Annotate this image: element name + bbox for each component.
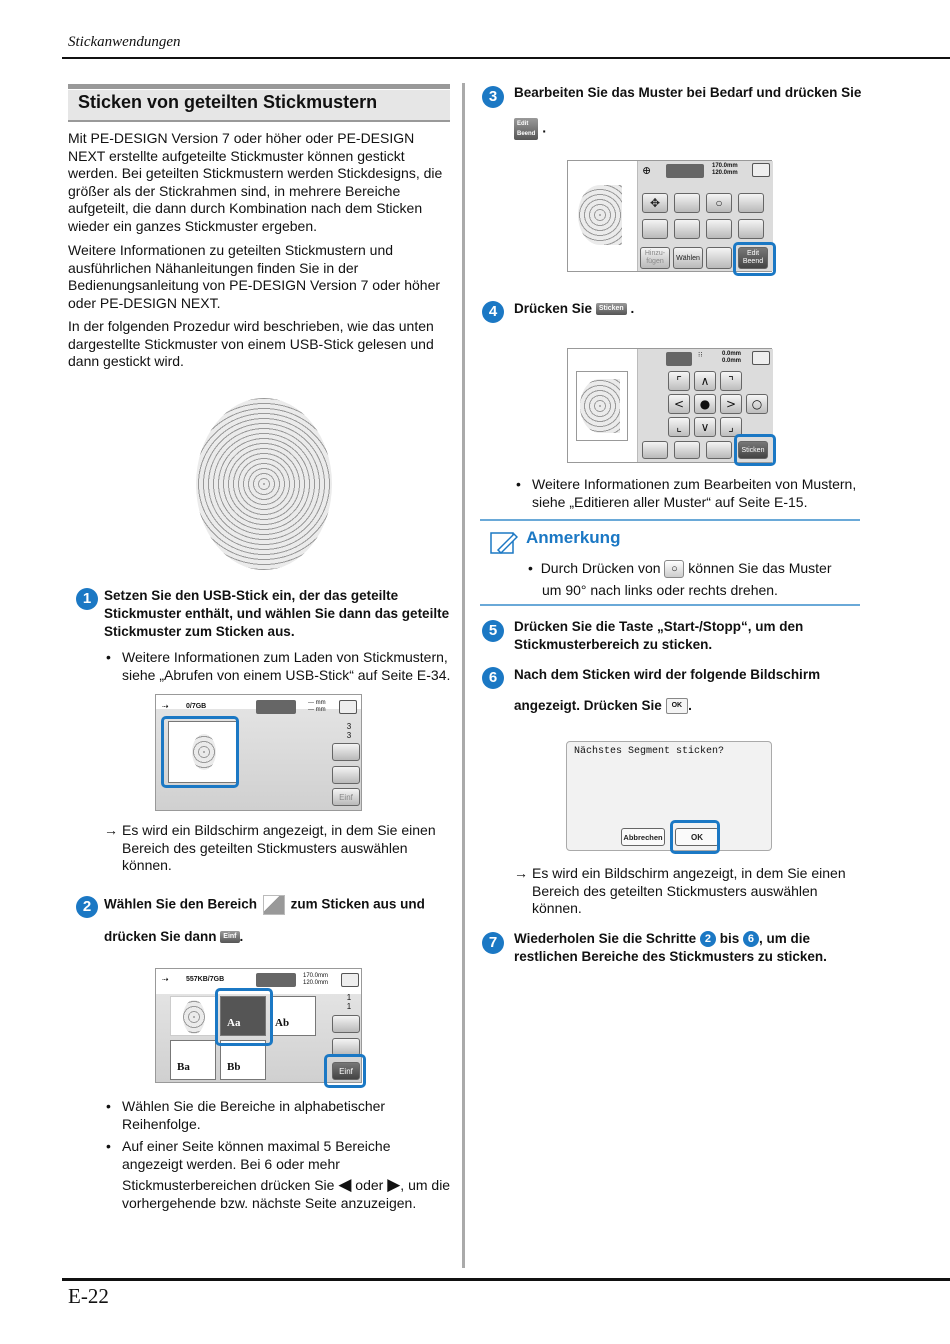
delete-icon-button[interactable] [332, 766, 360, 784]
next-page-icon: ▶ [387, 1175, 401, 1194]
section-title-underline [68, 120, 450, 122]
step-6-text: Nach dem Sticken wird der folgende Bildschirm [514, 667, 821, 682]
page-number: E-22 [68, 1284, 109, 1308]
edit-preview [568, 161, 638, 271]
running-header: Stickanwendungen [68, 34, 181, 50]
waehlen-button[interactable]: Wählen [673, 247, 703, 269]
area-icon [263, 895, 285, 915]
page-counter-2 [342, 993, 356, 1011]
density-button[interactable] [738, 193, 764, 213]
offset-readout: 0.0mm 0.0mm [722, 351, 742, 364]
move-down-button[interactable]: ∨ [694, 417, 716, 437]
move-left-button[interactable]: < [668, 394, 690, 414]
step-2-text-b: zum Sticken aus und [290, 896, 425, 912]
move-right-button[interactable]: > [720, 394, 742, 414]
step-number-4: 4 [482, 301, 504, 323]
sticken-preview-lace [580, 379, 620, 433]
step-2-text-d: . [239, 929, 244, 944]
step-ref-6: 6 [743, 931, 759, 947]
step-5-text: Drücken Sie die Taste „Start-/Stopp“, um den Stickmusterbereich zu sticken. [514, 619, 804, 652]
highlight-tile-aa [215, 988, 273, 1046]
note-pencil-icon [490, 530, 518, 556]
page-counter-top: 3 [346, 722, 352, 731]
note-title: Anmerkung [526, 528, 621, 547]
move-up-left-button[interactable]: ⌜ [668, 371, 690, 391]
step-6-result: → Es wird ein Bildschirm angezeigt, in dem Sie einen Bereich des geteilten Stickmusters auswählen können. [514, 865, 846, 917]
thread-icon-4 [752, 351, 770, 365]
step-1-text: Setzen Sie den USB-Stick ein, der das geteilte Stickmuster enthält, und wählen Sie dann das geteilte Stickmuster zum Sticken aus. [104, 588, 450, 639]
einf-button-2[interactable]: Einf [332, 1062, 360, 1080]
usb-icon-2: ⇢ [162, 975, 169, 984]
step-2-bullet-2-text: Auf einer Seite können maximal 5 Bereiche angezeigt werden. Bei 6 oder mehr [122, 1138, 391, 1172]
frame-icon-3 [666, 164, 704, 178]
note-text-c: um 90° nach links oder rechts drehen. [542, 582, 778, 598]
edit-beend-button[interactable]: Edit Beend [738, 247, 768, 269]
tile-aa-label: Aa [227, 1017, 241, 1029]
page-counter-2-top: 1 [346, 993, 352, 1002]
rotate-icon: ○ [664, 560, 684, 578]
step-3-text-end: . [542, 119, 547, 136]
step-6-result-text: Es wird ein Bildschirm angezeigt, in dem Sie einen Bereich des geteilten Stickmusters auswählen können. [532, 865, 846, 917]
intro-paragraph-1: Mit PE-DESIGN Version 7 oder höher oder PE-DESIGN NEXT erstellte aufgeteilte Stickmuster können gestickt werden. Bei geteilten Stickmustern werden Stickdesigns, die größer als der Stickrahmen sind, in mehrere Bereiche aufgeteilt, die dann durch Kombination nach dem Sticken wieder ein ganzes Stickmuster ergeben. [68, 130, 443, 234]
step-number-7: 7 [482, 932, 504, 954]
border-button[interactable] [674, 219, 700, 239]
section-title: Sticken von geteilten Stickmustern [68, 90, 450, 120]
note-top-rule [480, 519, 860, 521]
tile-ba[interactable] [170, 1040, 216, 1080]
zoom-icon[interactable]: ⊕ [642, 165, 652, 177]
step-2-text-c: drücken Sie dann [104, 929, 217, 944]
rotate-button[interactable]: ○ [706, 193, 732, 213]
array-button[interactable] [706, 219, 732, 239]
step-6-text-2: angezeigt. Drücken Sie [514, 698, 662, 713]
color-button[interactable] [738, 219, 764, 239]
hinzufuegen-button[interactable]: Hinzu- fügen [640, 247, 670, 269]
step-2-bullet-2b-c: , um die vorhergehende bzw. nächste Seite anzuzeigen. [122, 1177, 451, 1211]
edit-preview-lace [578, 185, 622, 245]
tile-bb[interactable] [220, 1040, 266, 1080]
tile-ab[interactable] [270, 996, 316, 1036]
step-3-text: Bearbeiten Sie das Muster bei Bedarf und drücken Sie [514, 85, 862, 100]
delete-button-4[interactable] [706, 441, 732, 459]
step-4-text-end: . [630, 301, 635, 316]
move-button[interactable]: ✥ [642, 193, 668, 213]
intro-paragraph-2: Weitere Informationen zu geteilten Stickmustern und ausführlichen Nähanleitungen finden Sie in der Bedienungsanleitung von PE-DESIGN Version 7 oder höher oder PE-DESIGN NEXT. [68, 242, 441, 311]
note-body [528, 557, 858, 601]
step-2-bullet-1-text: Wählen Sie die Bereiche in alphabetischer Reihenfolge. [122, 1098, 386, 1132]
dialog-message: Nächstes Segment sticken? [574, 746, 725, 757]
edit-beend-inline-icon: Edit Beend [514, 118, 538, 140]
move-up-button[interactable]: ∧ [694, 371, 716, 391]
step-7-text [514, 930, 844, 966]
sew-icon-button-2[interactable] [332, 1015, 360, 1033]
highlight-thumbnail [161, 716, 239, 788]
page-counter-bottom: 3 [346, 731, 352, 740]
page-counter-2-bottom: 1 [346, 1002, 352, 1011]
step-number-3: 3 [482, 86, 504, 108]
trial-button[interactable] [674, 441, 700, 459]
note-bottom-rule [480, 604, 860, 606]
whole-pattern-tile[interactable] [170, 996, 216, 1036]
intro-paragraph-3: In der folgenden Prozedur wird beschrieben, wie das unten dargestellte Stickmuster von einem USB-Stick gelesen und dann gestickt wird. [68, 318, 434, 370]
step-2-bullet-2b [122, 1176, 452, 1212]
sticken-button[interactable]: Sticken [738, 441, 768, 459]
size-readout-2: 170.0mm 120.0mm [303, 973, 329, 986]
thread-icon-3 [752, 163, 770, 177]
size-readout: --- mm --- mm [308, 700, 326, 713]
move-center-button[interactable]: ● [694, 394, 716, 414]
usb-capacity-2: 557KB/7GB [186, 976, 225, 983]
lace-pattern-image [196, 398, 332, 570]
next-segment-dialog [566, 741, 772, 851]
note-text-a: Durch Drücken von [540, 560, 661, 576]
tile-ab-label: Ab [275, 1017, 290, 1029]
move-up-right-button[interactable]: ⌝ [720, 371, 742, 391]
frame-icon-2 [256, 973, 296, 987]
step-number-6: 6 [482, 667, 504, 689]
step-4-bullet-text: Weitere Informationen zum Bearbeiten von Mustern, siehe „Editieren aller Muster“ auf Seite E-15. [532, 476, 857, 510]
usb-icon: ⇢ [162, 702, 169, 711]
sticken-inline-icon: Sticken [596, 303, 627, 315]
thread-icon [339, 700, 357, 714]
needle-button[interactable] [642, 441, 668, 459]
sew-icon-button[interactable] [332, 743, 360, 761]
thread-icon-2 [341, 973, 359, 987]
step-7-text-b: bis [719, 931, 740, 946]
step-6-text-2-end: . [688, 698, 692, 713]
step-2-line-2 [104, 928, 454, 946]
step-number-2: 2 [76, 896, 98, 918]
move-down-right-button[interactable]: ⌟ [720, 417, 742, 437]
frame-icon-4 [666, 352, 692, 366]
highlight-sticken [734, 434, 776, 466]
prev-page-icon: ◀ [338, 1175, 352, 1194]
tile-ba-label: Ba [177, 1061, 190, 1073]
usb-capacity: 0/7GB [186, 703, 207, 710]
step-6-line-2 [514, 697, 894, 715]
size-readout-3: 170.0mm 120.0mm [712, 163, 738, 176]
highlight-einf [324, 1054, 366, 1088]
footer-rule [62, 1278, 950, 1281]
step-4-text: Drücken Sie [514, 301, 593, 316]
step-7-text-c: , um die restlichen Bereiche des Stickmusters zu sticken. [514, 931, 827, 964]
step-1-result: → Es wird ein Bildschirm angezeigt, in dem Sie einen Bereich des geteilten Stickmusters auswählen können. [104, 822, 436, 874]
mirror-button[interactable] [642, 219, 668, 239]
highlight-edit-beend [733, 242, 776, 276]
header-rule [62, 57, 950, 59]
einf-inline-icon: Einf [220, 931, 239, 943]
whole-pattern-lace-icon [183, 1000, 205, 1034]
step-2-bullet-2b-b: oder [355, 1177, 384, 1193]
rotate-button-4[interactable]: ○ [746, 394, 768, 414]
needle-offset-icon: ⁝⁝ [698, 352, 703, 359]
step-1-result-text: Es wird ein Bildschirm angezeigt, in dem Sie einen Bereich des geteilten Stickmusters auswählen können. [122, 822, 436, 874]
size-button[interactable] [674, 193, 700, 213]
highlight-ok [670, 820, 720, 854]
note-bullet-dot: • [528, 560, 533, 576]
note-text-b: können Sie das Muster [688, 560, 832, 576]
ok-inline-icon: OK [666, 698, 689, 714]
page-counter [342, 722, 356, 740]
tile-bb-label: Bb [227, 1061, 241, 1073]
section-title-bar [68, 84, 450, 89]
frame-icon [256, 700, 296, 714]
step-3-line-2 [514, 118, 546, 140]
step-2-line-1 [104, 895, 454, 915]
step-7-text-a: Wiederholen Sie die Schritte [514, 931, 697, 946]
step-1-bullet-text: Weitere Informationen zum Laden von Stickmustern, siehe „Abrufen von einem USB-Stick“ auf Seite E-34. [122, 649, 451, 683]
delete-button-3[interactable] [706, 247, 732, 269]
step-2-bullet-2: • Auf einer Seite können maximal 5 Bereiche angezeigt werden. Bei 6 oder mehr [106, 1138, 391, 1172]
column-divider [462, 83, 465, 1268]
step-2-text-a: Wählen Sie den Bereich [104, 896, 258, 912]
step-2-bullet-2b-a: Stickmusterbereichen drücken Sie [122, 1177, 335, 1193]
step-2-bullet-1: • Wählen Sie die Bereiche in alphabetischer Reihenfolge. [106, 1098, 386, 1132]
sticken-preview [568, 349, 638, 462]
step-ref-2: 2 [700, 931, 716, 947]
move-down-left-button[interactable]: ⌞ [668, 417, 690, 437]
einf-button[interactable]: Einf [332, 788, 360, 806]
ok-button[interactable]: OK [675, 828, 719, 846]
abbrechen-button[interactable]: Abbrechen [621, 828, 665, 846]
step-1-bullet: • Weitere Informationen zum Laden von Stickmustern, siehe „Abrufen von einem USB-Stick“ auf Seite E-34. [106, 649, 451, 683]
step-4-bullet: • Weitere Informationen zum Bearbeiten von Mustern, siehe „Editieren aller Muster“ auf Seite E-15. [516, 476, 857, 510]
step-4-line [514, 300, 894, 318]
step-number-1: 1 [76, 588, 98, 610]
step-number-5: 5 [482, 620, 504, 642]
